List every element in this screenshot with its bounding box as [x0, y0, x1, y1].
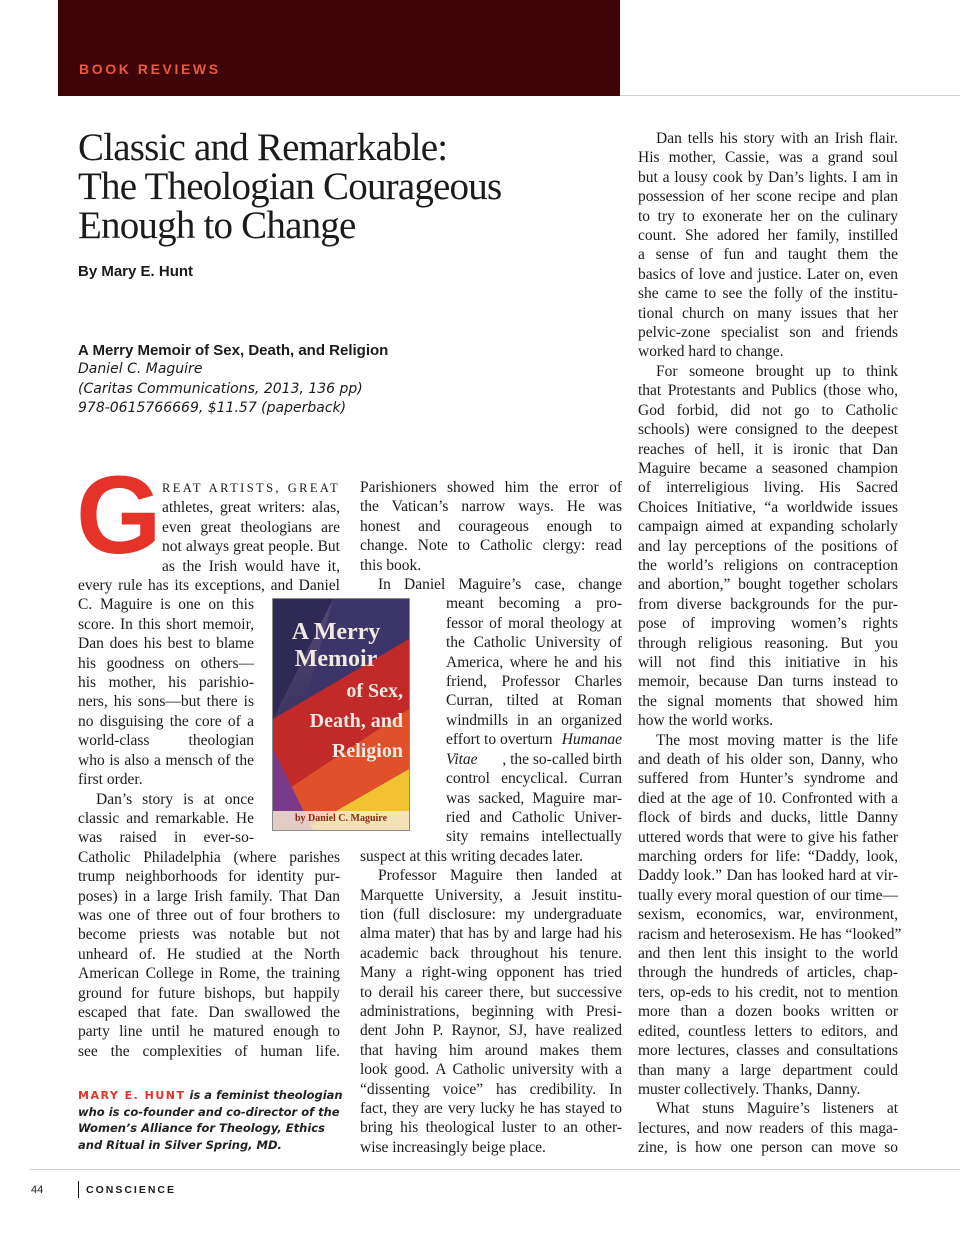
text-line: a sense of fun and taught them the: [638, 246, 898, 264]
text-line: lectures, and now readers of this maga-: [638, 1119, 898, 1137]
text-line: bring his theological luster to an other-: [360, 1119, 622, 1137]
text-line: pose of improving women’s rights: [638, 615, 898, 633]
text-line: uttered words that were to give his father: [638, 828, 898, 846]
body-column-2: [360, 478, 622, 1157]
text-line: ground for future bishops, but happily: [78, 984, 340, 1002]
text-line: wise increasingly beige place.: [360, 1138, 546, 1156]
text-line: through the hundreds of articles, chap-: [638, 964, 898, 982]
text-line: C. Maguire is one on this: [78, 596, 254, 614]
text-line: Daddy look.” Dan has looked hard at vir-: [638, 867, 898, 885]
text-line: racism and heterosexism. He has “looked”: [638, 925, 902, 943]
byline: By Mary E. Hunt: [78, 263, 194, 280]
text-line: but a lousy cook by Dan’s lights. I am in: [638, 168, 898, 186]
text-line: will not find this initiative in his: [638, 653, 898, 671]
text-line: Marquette University, a Jesuit institu-: [360, 886, 622, 904]
text-line: the world’s religions on contraception: [638, 556, 898, 574]
text-line: sity remains intellectually: [446, 828, 622, 846]
cover-author: by Daniel C. Maguire: [294, 813, 388, 824]
text-line: academic back throughout his tenure.: [360, 944, 622, 962]
article-title: [78, 128, 598, 245]
text-line: become priests was notable but not: [78, 926, 340, 944]
text-line: and then lent this insight to the world: [638, 945, 898, 963]
text-line: to try to exonerate her on the culinary: [638, 207, 898, 225]
text-line: world-class theologian: [78, 732, 254, 750]
text-line: windmills in an organized: [446, 711, 622, 729]
text-line: was one of three out of four brothers to: [78, 906, 340, 924]
author-bio: [78, 1087, 346, 1153]
text-line: ters, op-eds to his credit, not to mention: [638, 983, 898, 1001]
author-bio-text: is a feminist theologian who is co-founder and co-director of the Women’s Alliance for Theology, Ethics and Ritual in Silver Spring, MD.: [78, 1088, 343, 1152]
text-line: flock of birds and ducks, little Danny: [638, 809, 898, 827]
text-line: suspect at this writing decades later.: [360, 847, 583, 865]
text-line: schools) were consigned to the deepest: [638, 421, 898, 439]
text-line: muster collectively. Thanks, Danny.: [638, 1080, 861, 1098]
cover-title-line: Religion: [331, 740, 403, 762]
section-label: BOOK REVIEWS: [79, 61, 221, 77]
text-line: no disguising the core of a: [78, 712, 254, 730]
text-line: Dan’s story is at once: [96, 790, 254, 808]
author-bio-name: MARY E. HUNT: [78, 1089, 186, 1102]
book-isbn-price: 978-0615766669, $11.57 (paperback): [78, 400, 347, 417]
text-line: suffered from Hunter’s syndrome and: [638, 770, 898, 788]
text-line: alma mater) that has by and large had his: [360, 925, 622, 943]
footer-rule: [30, 1169, 960, 1170]
text-line: of interreligious living. His Sacred: [638, 479, 898, 497]
text-line: honest and courageous enough to: [360, 517, 622, 535]
text-line: how the world works.: [638, 712, 774, 730]
text-line: Curran, tilted at Roman: [446, 692, 622, 710]
text-line: Choices Initiative, “a worldwide issues: [638, 498, 898, 516]
text-line: see the complexities of human life.: [78, 1042, 340, 1060]
text-line: score. In this short memoir,: [78, 615, 254, 633]
text-line: Catholic Philadelphia (where parishes: [78, 848, 340, 866]
text-line: tion (full disclosure: my undergraduate: [360, 905, 622, 923]
text-line: his mother, his parishio-: [78, 674, 254, 692]
text-line: more than a dozen books written or: [638, 1003, 898, 1021]
page-number: 44: [31, 1184, 44, 1196]
text-line: his goodness on others—: [78, 654, 254, 672]
text-line: REAT ARTISTS, GREAT: [162, 481, 340, 495]
text-line: The most moving matter is the life: [656, 731, 898, 749]
text-line: reaches of hell, it is ironic that Dan: [638, 440, 898, 458]
text-line: and death of his older son, Danny, who: [638, 751, 898, 768]
text-line: not always great people. But: [162, 538, 340, 556]
text-line: tional church on many issues that her: [638, 304, 898, 322]
text-line: she came to see the folly of the institu-: [638, 285, 898, 303]
text-line: the Vatican’s narrow ways. He was: [360, 498, 622, 516]
text-line: every rule has its exceptions, and Daniel: [78, 577, 340, 595]
text-line: Maguire became a seasoned champion: [638, 459, 898, 477]
header-band: [58, 0, 620, 96]
text-line: escaped that fate. Dan swallowed the: [78, 1003, 340, 1021]
text-line: effort to overturn Humanae: [446, 731, 622, 749]
text-line: dent John P. Raynor, SJ, have realized: [360, 1022, 622, 1040]
text-line: more lectures, classes and consultations: [638, 1042, 898, 1060]
text-line: For someone brought up to think: [656, 362, 898, 380]
text-line: was sacked, Maguire mar-: [446, 789, 622, 807]
text-line: tually every moral question of our time—: [638, 886, 898, 904]
text-line: American College in Rome, the training: [78, 965, 340, 983]
text-line: zine, is how one person can move so: [638, 1139, 898, 1157]
text-line: poses) in a large Irish family. That Dan: [78, 887, 340, 905]
magazine-name: CONSCIENCE: [86, 1184, 177, 1196]
cover-title-line: of Sex,: [346, 680, 403, 702]
title-line: The Theologian Courageous: [78, 165, 502, 208]
text-line: Many a right-wing opponent has tried: [360, 964, 622, 982]
text-line: Dan does his best to blame: [78, 635, 254, 653]
text-line: party line until he matured enough to: [78, 1023, 340, 1041]
text-line: meant becoming a pro-: [446, 595, 622, 613]
text-line: marching orders for life: “Daddy, look,: [638, 848, 898, 866]
cover-title-line: A Merry: [291, 619, 381, 645]
text-line: Vitae , the so-called birth: [446, 750, 622, 768]
text-line: the Catholic University of: [446, 634, 622, 652]
text-line: In Daniel Maguire’s case, change: [378, 576, 622, 594]
text-line: administrations, beginning with Presi-: [360, 1002, 622, 1020]
text-line: What stuns Maguire’s listeners at: [656, 1100, 898, 1118]
text-line: pelvic-zone specialist son and friends: [638, 324, 898, 342]
text-line: and abortion,” bought together scholars: [638, 576, 898, 594]
text-line: control encyclical. Curran: [446, 770, 622, 788]
text-line: trump neighborhoods for identity pur-: [78, 868, 340, 886]
cover-title-line: Death, and: [309, 710, 403, 732]
text-line: classic and remarkable. He: [78, 809, 254, 827]
top-rule: [620, 95, 960, 96]
text-line: fessor of moral theology at: [446, 614, 622, 632]
book-publisher: (Caritas Communications, 2013, 136 pp): [78, 380, 363, 397]
text-line: possession of her scone recipe and plan: [638, 188, 898, 206]
text-line: through religious reasoning. But you: [638, 634, 898, 652]
text-line: America, where he and his: [446, 653, 622, 671]
text-line: basics of love and justice. Later on, even: [638, 265, 898, 283]
text-line: and lay perceptions of the positions of: [638, 537, 898, 555]
text-line: look good. A Catholic university with a: [360, 1061, 622, 1079]
text-line: fact, they are very lucky he has stayed to: [360, 1100, 622, 1117]
text-line: campaign aimed at expanding scholarly: [638, 518, 898, 536]
text-line: as the Irish would have it,: [162, 557, 340, 575]
body-column-3: [638, 129, 902, 1158]
text-line: His mother, Cassie, was a grand soul: [638, 149, 898, 167]
footer-divider: [78, 1181, 79, 1198]
text-line: was raised in ever-so-: [78, 829, 254, 847]
text-line: count. She adored her family, instilled: [638, 227, 898, 245]
text-line: first order.: [78, 771, 143, 789]
title-line: Classic and Remarkable:: [78, 126, 448, 169]
text-line: memoir, because Dan turns instead to: [638, 673, 898, 691]
book-author: Daniel C. Maguire: [78, 361, 203, 378]
text-line: this book.: [360, 556, 422, 574]
text-line: even great theologians are: [162, 518, 340, 536]
text-line: worked hard to change.: [638, 343, 784, 361]
text-line: “dissenting voice” has credibility. In: [360, 1080, 622, 1098]
text-line: Parishioners showed him the error of: [360, 479, 622, 496]
text-line: edited, countless letters to editors, and: [638, 1022, 898, 1040]
text-line: unheard of. He studied at the North: [78, 945, 340, 963]
text-line: from diverse backgrounds for the pur-: [638, 595, 898, 613]
book-info: [78, 341, 478, 419]
text-line: died at the age of 10. Confronted with a: [638, 789, 898, 807]
book-title: A Merry Memoir of Sex, Death, and Religion: [78, 342, 389, 359]
drop-cap: G: [76, 454, 162, 577]
text-line: that Protestants and Publics (those who,: [638, 382, 898, 400]
text-line: sexism, economics, war, environment,: [638, 906, 898, 924]
text-line: who is also a mensch of the: [78, 751, 254, 769]
text-line: athletes, great writers: alas,: [162, 499, 340, 517]
text-line: that having him around makes them: [360, 1041, 622, 1059]
text-line: Dan tells his story with an Irish flair.: [656, 130, 898, 147]
text-line: ried and Catholic Univer-: [446, 808, 622, 826]
text-line: than many a large department could: [638, 1061, 898, 1079]
text-line: God forbid, did not go to Catholic: [638, 401, 898, 419]
cover-title-line: Memoir: [294, 646, 378, 672]
text-line: friend, Professor Charles: [446, 673, 622, 691]
text-line: Professor Maguire then landed at: [378, 867, 622, 885]
text-line: to derail his career there, but successive: [360, 983, 622, 1001]
title-line: Enough to Change: [78, 204, 356, 247]
text-line: change. Note to Catholic clergy: read: [360, 537, 622, 555]
text-line: ners, his sons—but there is: [78, 693, 254, 711]
text-line: the signal moments that showed him: [638, 692, 898, 710]
